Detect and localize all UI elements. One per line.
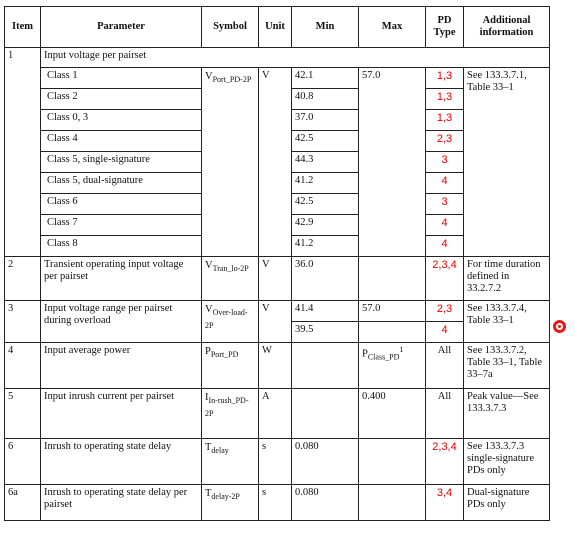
class-label: Class 2	[41, 89, 202, 110]
min-value: 42.5	[292, 131, 359, 152]
header-max: Max	[359, 7, 426, 48]
item-number: 6	[5, 439, 41, 485]
pd-type-value: 1,3	[426, 89, 464, 110]
class-label: Class 8	[41, 236, 202, 257]
table-row	[5, 68, 550, 89]
record-circle-icon[interactable]	[553, 320, 566, 333]
min-value: 44.3	[292, 152, 359, 173]
additional-info: See 133.3.7.4, Table 33–1	[464, 301, 550, 343]
pd-type-value: 3,4	[426, 485, 464, 521]
header-min: Min	[292, 7, 359, 48]
min-value: 0.080	[292, 439, 359, 485]
class-label: Class 6	[41, 194, 202, 215]
table-row	[5, 257, 550, 301]
row-parameter: Transient operating input voltage per pairset	[41, 257, 202, 301]
table-row	[5, 301, 550, 322]
additional-info: See 133.3.7.1, Table 33–1	[464, 68, 550, 257]
min-value	[292, 343, 359, 389]
row-parameter: Input voltage per pairset	[41, 48, 550, 68]
item-number: 2	[5, 257, 41, 301]
unit-cell: A	[259, 389, 292, 439]
min-value: 42.1	[292, 68, 359, 89]
table-row	[5, 343, 550, 389]
class-label: Class 4	[41, 131, 202, 152]
header-additional: Additional information	[464, 7, 550, 48]
pd-type-value: 2,3	[426, 131, 464, 152]
class-label: Class 5, single-signature	[41, 152, 202, 173]
additional-info: For time duration defined in 33.2.7.2	[464, 257, 550, 301]
symbol-cell: $V_{Tran\_lo-2P}$	[202, 257, 259, 301]
additional-info: See 133.3.7.2, Table 33–1, Table 33–7a	[464, 343, 550, 389]
additional-info: Peak value—See 133.3.7.3	[464, 389, 550, 439]
class-label: Class 5, dual-signature	[41, 173, 202, 194]
header-pd-type: PD Type	[426, 7, 464, 48]
min-value: 37.0	[292, 110, 359, 131]
pd-type-value: 4	[426, 173, 464, 194]
min-value: 42.9	[292, 215, 359, 236]
symbol-cell: $V_{Port\_PD-2P}$	[202, 68, 259, 257]
pd-type-value: All	[426, 389, 464, 439]
unit-cell: W	[259, 343, 292, 389]
item-number: 3	[5, 301, 41, 343]
pd-type-value: 4	[426, 236, 464, 257]
symbol-cell: $P_{Port\_PD}$	[202, 343, 259, 389]
symbol-cell: $T_{delay}$	[202, 439, 259, 485]
max-value	[359, 439, 426, 485]
max-value: 57.0	[359, 301, 426, 322]
additional-info: See 133.3.7.3 single-signature PDs only	[464, 439, 550, 485]
min-value	[292, 389, 359, 439]
max-value	[359, 322, 426, 343]
row-parameter: Inrush to operating state delay per pairset	[41, 485, 202, 521]
unit-cell: s	[259, 485, 292, 521]
table-row	[5, 48, 550, 68]
max-value: 57.0	[359, 68, 426, 257]
min-value: 40.8	[292, 89, 359, 110]
pd-type-value: 4	[426, 322, 464, 343]
header-unit: Unit	[259, 7, 292, 48]
symbol-cell: $V_{Over-load-2P}$	[202, 301, 259, 343]
symbol-cell: $I_{In-rush\_PD-2P}$	[202, 389, 259, 439]
row-parameter: Input inrush current per pairset	[41, 389, 202, 439]
min-value: 36.0	[292, 257, 359, 301]
min-value: 39.5	[292, 322, 359, 343]
item-number: 6a	[5, 485, 41, 521]
max-value: $P_{Class\_PD}^1$	[359, 343, 426, 389]
header-item: Item	[5, 7, 41, 48]
header-symbol: Symbol	[202, 7, 259, 48]
min-value: 41.2	[292, 236, 359, 257]
class-label: Class 0, 3	[41, 110, 202, 131]
table-header-row	[5, 7, 550, 48]
class-label: Class 1	[41, 68, 202, 89]
table-row	[5, 439, 550, 485]
row-parameter: Input voltage range per pairset during overload	[41, 301, 202, 343]
min-value: 42.5	[292, 194, 359, 215]
unit-cell: s	[259, 439, 292, 485]
min-value: 41.4	[292, 301, 359, 322]
class-label: Class 7	[41, 215, 202, 236]
additional-info: Dual-signature PDs only	[464, 485, 550, 521]
header-parameter: Parameter	[41, 7, 202, 48]
max-value	[359, 257, 426, 301]
pd-type-value: 2,3,4	[426, 257, 464, 301]
unit-cell: V	[259, 301, 292, 343]
pd-type-value: All	[426, 343, 464, 389]
min-value: 41.2	[292, 173, 359, 194]
pd-type-value: 1,3	[426, 68, 464, 89]
table-row	[5, 485, 550, 521]
row-parameter: Inrush to operating state delay	[41, 439, 202, 485]
pd-type-value: 4	[426, 215, 464, 236]
unit-cell: V	[259, 68, 292, 257]
pd-type-value: 2,3	[426, 301, 464, 322]
row-parameter: Input average power	[41, 343, 202, 389]
item-number: 5	[5, 389, 41, 439]
pd-type-value: 3	[426, 152, 464, 173]
unit-cell: V	[259, 257, 292, 301]
item-number: 4	[5, 343, 41, 389]
item-number: 1	[5, 48, 41, 257]
symbol-cell: $T_{delay-2P}$	[202, 485, 259, 521]
max-value: 0.400	[359, 389, 426, 439]
min-value: 0.080	[292, 485, 359, 521]
table-row	[5, 389, 550, 439]
pd-parameter-table	[4, 6, 550, 521]
max-value	[359, 485, 426, 521]
pd-type-value: 1,3	[426, 110, 464, 131]
pd-type-value: 3	[426, 194, 464, 215]
pd-type-value: 2,3,4	[426, 439, 464, 485]
